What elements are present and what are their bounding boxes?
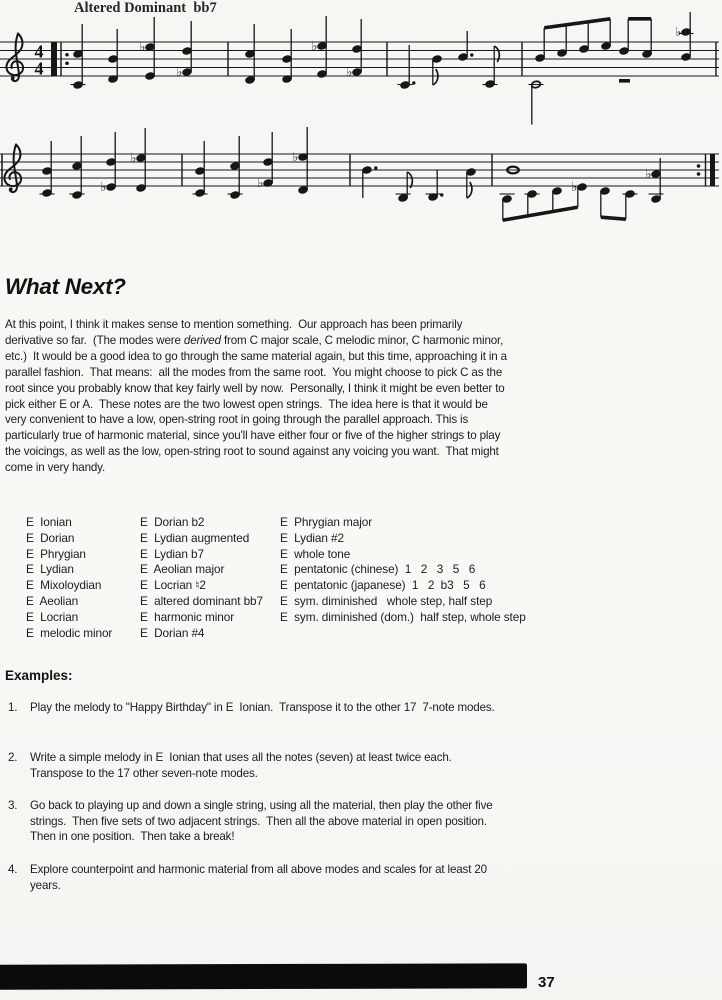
mode-item: E Ionian	[26, 515, 72, 529]
svg-text:♭: ♭	[645, 165, 652, 181]
examples-heading: Examples:	[5, 668, 73, 683]
mode-item: E pentatonic (chinese) 1 2 3 5 6	[280, 562, 476, 577]
mode-item: E Lydian	[26, 562, 74, 577]
example-item-4	[8, 862, 518, 893]
mode-column-2	[140, 515, 263, 641]
example-item-2	[8, 750, 518, 781]
intro-paragraph	[5, 317, 511, 476]
svg-text:♭: ♭	[130, 149, 137, 165]
example-text: Explore counterpoint and harmonic material from all above modes and scales for at least 20 years.	[30, 863, 491, 892]
svg-text:♭: ♭	[675, 23, 682, 39]
svg-text:4: 4	[34, 41, 44, 62]
mode-item: E pentatonic (japanese) 1 2 b3 5 6	[280, 578, 486, 593]
mode-item: E Phrygian	[26, 546, 86, 561]
notation-title: Altered Dominant bb7	[74, 0, 217, 16]
mode-item: E Aeolian	[26, 593, 79, 608]
svg-text:♭: ♭	[100, 178, 107, 194]
svg-text:♭: ♭	[311, 37, 318, 53]
svg-text:♭: ♭	[176, 63, 183, 79]
intro-text-1: At this point, I think it makes sense to mention something. Our approach has been primarily derivative so far. (The modes were	[5, 318, 466, 347]
svg-text:♭: ♭	[571, 178, 578, 194]
mode-item: E Mixoloydian	[26, 578, 102, 593]
mode-item: E sym. diminished (dom.) half step, whole step	[280, 609, 526, 624]
example-number: 3.	[8, 799, 18, 812]
mode-item: E Locrian ♮2	[140, 578, 206, 593]
svg-text:♭: ♭	[292, 148, 299, 164]
mode-item: E altered dominant bb7	[140, 593, 263, 608]
example-item-1	[8, 700, 518, 716]
section-heading: What Next?	[5, 274, 126, 299]
example-item-3	[8, 798, 518, 845]
svg-text:4: 4	[34, 58, 44, 79]
mode-column-1	[26, 515, 112, 641]
mode-item: E Lydian b7	[140, 546, 204, 561]
page-number: 37	[538, 974, 555, 991]
mode-item: E whole tone	[280, 546, 351, 561]
mode-item: E Dorian b2	[140, 515, 205, 529]
svg-text:♭: ♭	[346, 63, 353, 79]
mode-item: E Lydian #2	[280, 530, 344, 545]
mode-column-3	[280, 515, 526, 626]
mode-item: E Dorian	[26, 530, 75, 545]
footer-bar	[0, 963, 527, 989]
intro-text-2: from C major scale, C melodic minor, C harmonic minor, etc.) It would be a good idea to go through the same material again, but this time, approaching it in a parallel fashion. That means: all the modes from the same root. You might choose to pick C as the root since you probably know that key fairly well by now. Personally, I think it might be even better to pick either E or A. These notes are the two lowest open strings. The idea here is that it would be very convenient to have a low, open-string root in going through the parallel approach. This is particularly true of harmonic material, since you'll have either four or five of the higher strings to play the voicings, as well as the low, open-string root to sound against any voicing you want. That might come in very handy.	[5, 333, 511, 475]
svg-text:♭: ♭	[139, 38, 146, 54]
example-number: 4.	[8, 863, 18, 876]
example-text: Write a simple melody in E Ionian that uses all the notes (seven) at least twice each. Transpose to the 17 other seven-note modes.	[30, 751, 458, 780]
example-number: 2.	[8, 751, 18, 764]
mode-item: E Aeolian major	[140, 562, 225, 577]
intro-italic-word: derived	[183, 333, 221, 347]
mode-item: E harmonic minor	[140, 609, 235, 624]
music-notation	[0, 0, 722, 262]
mode-item: E Dorian #4	[140, 625, 205, 640]
mode-item: E Lydian augmented	[140, 530, 250, 545]
mode-item: E sym. diminished whole step, half step	[280, 593, 493, 608]
svg-text:♭: ♭	[257, 174, 264, 190]
example-text: Go back to playing up and down a single string, using all the material, then play the other five strings. Then five sets of two adjacent strings. Then all the above material in open position. Then in one position. Then take a break!	[30, 799, 496, 844]
mode-item: E melodic minor	[26, 625, 113, 640]
example-text: Play the melody to "Happy Birthday" in E Ionian. Transpose it to the other 17 7-note modes.	[30, 701, 495, 714]
mode-item: E Locrian	[26, 609, 79, 624]
example-number: 1.	[8, 701, 18, 714]
mode-item: E Phrygian major	[280, 515, 373, 529]
